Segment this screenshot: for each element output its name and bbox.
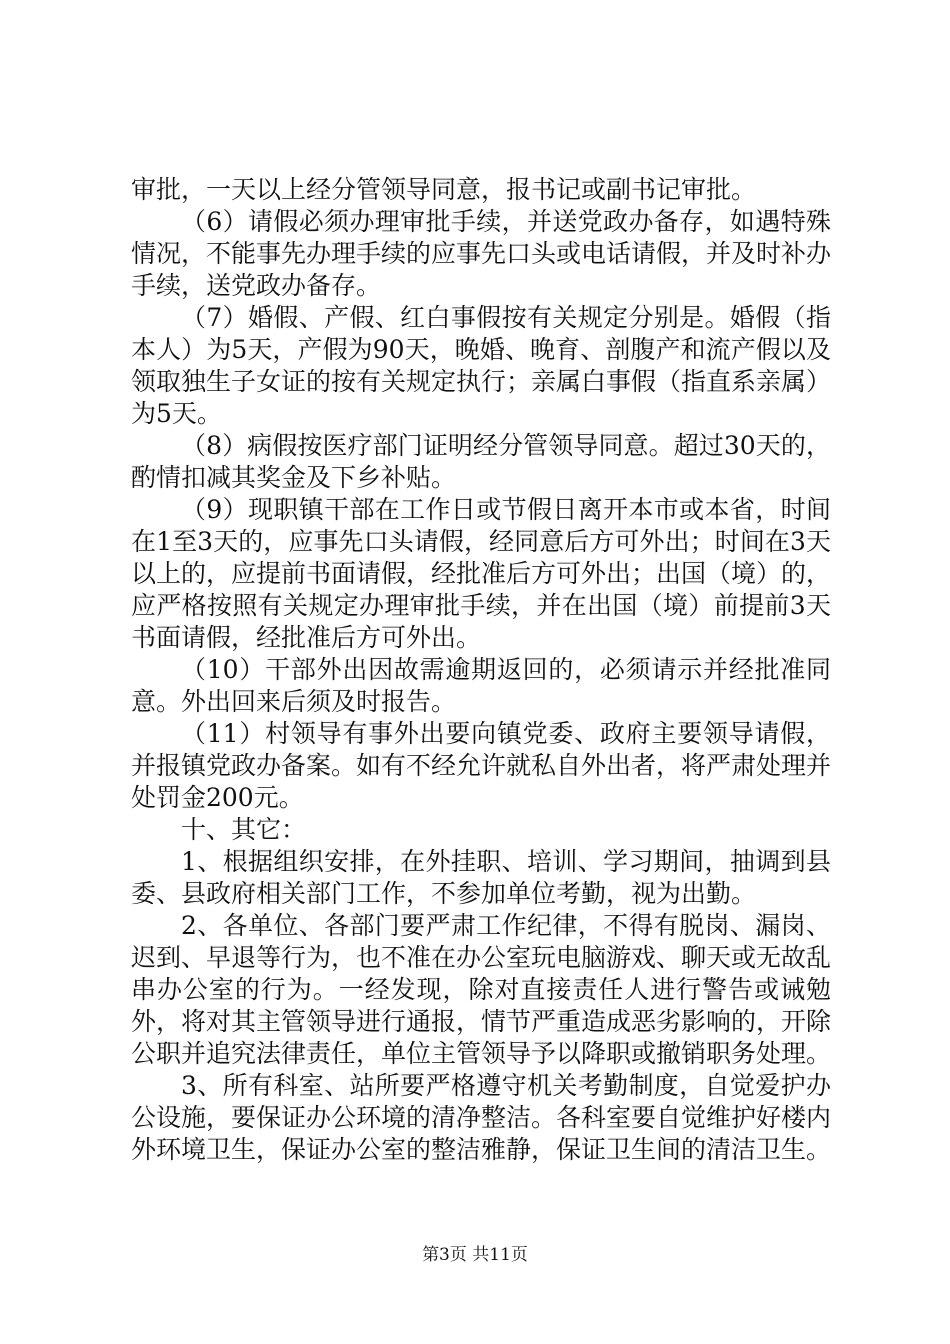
paragraph-2: （6）请假必须办理审批手续，并送党政办备存，如遇特殊情况，不能事先办理手续的应事先口头或电话请假，并及时补办手续，送党政办备存。 (131, 207, 832, 300)
paragraph-6: （10）干部外出因故需逾期返回的，必须请示并经批准同意。外出回来后须及时报告。 (131, 655, 831, 716)
section-heading-other: 十、其它： (181, 815, 307, 844)
paragraph-10: 2、各单位、各部门要严肃工作纪律，不得有脱岗、漏岗、迟到、早退等行为，也不准在办公室玩电脑游戏、聊天或无故乱串办公室的行为。一经发现，除对直接责任人进行警告或诫勉外，将对其主管领导进行通报，情节严重造成恶劣影响的，开除公职并追究法律责任，单位主管领导予以降职或撤销职务处理。 (131, 911, 832, 1068)
paragraph-7: （11）村领导有事外出要向镇党委、政府主要领导请假，并报镇党政办备案。如有不经允许就私自外出者，将严肃处理并处罚金200元。 (131, 719, 832, 812)
paragraph-4: （8）病假按医疗部门证明经分管领导同意。超过30天的，酌情扣减其奖金及下乡补贴。 (131, 431, 831, 492)
paragraph-1: 审批，一天以上经分管领导同意，报书记或副书记审批。 (131, 175, 757, 204)
paragraph-9: 1、根据组织安排，在外挂职、培训、学习期间，抽调到县委、县政府相关部门工作，不参加单位考勤，视为出勤。 (131, 847, 831, 908)
paragraph-11: 3、所有科室、站所要严格遵守机关考勤制度，自觉爱护办公设施，要保证办公环境的清净整洁。各科室要自觉维护好楼内外环境卫生，保证办公室的整洁雅静，保证卫生间的清洁卫生。 (131, 1071, 832, 1164)
paragraph-5: （9）现职镇干部在工作日或节假日离开本市或本省，时间在1至3天的，应事先口头请假，经同意后方可外出；时间在3天以上的，应提前书面请假，经批准后方可外出；出国（境）的，应严格按照有关规定办理审批手续，并在出国（境）前提前3天书面请假，经批准后方可外出。 (131, 495, 832, 652)
document-body (131, 174, 831, 1166)
page-number-footer: 第3页 共11页 (422, 1245, 528, 1265)
paragraph-3: （7）婚假、产假、红白事假按有关规定分别是。婚假（指本人）为5天，产假为90天，晚婚、晚育、剖腹产和流产假以及领取独生子女证的按有关规定执行；亲属白事假（指直系亲属）为5天。 (131, 303, 832, 428)
